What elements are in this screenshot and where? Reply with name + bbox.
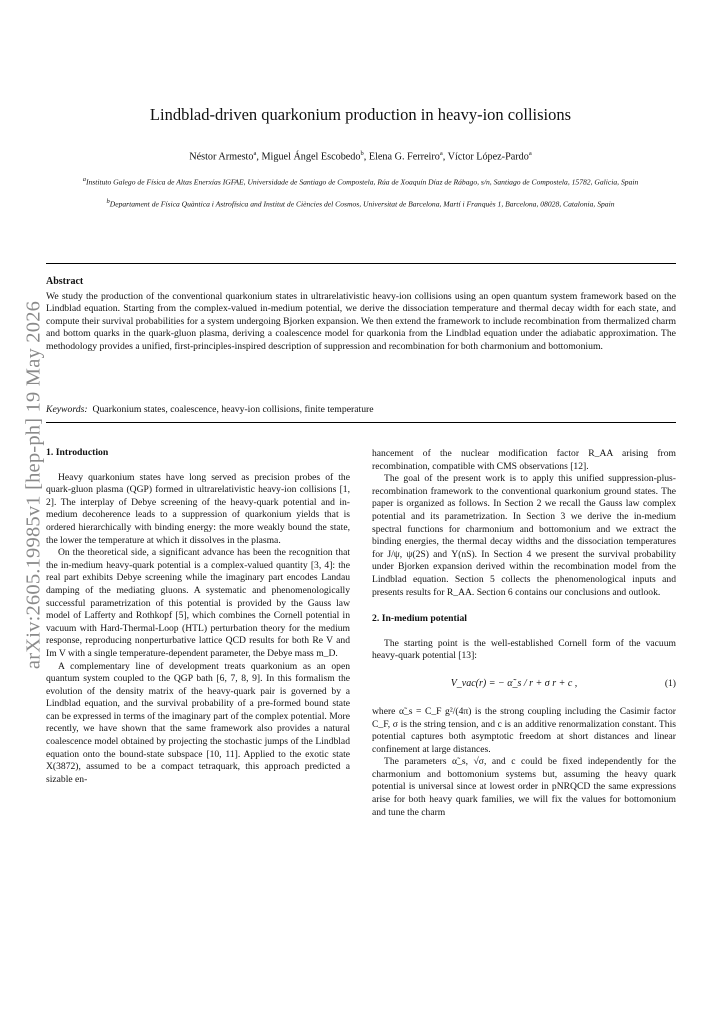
affiliation-a [70,175,651,188]
right-column [372,448,676,819]
author-list: Néstor Armesto$^a$, Miguel Ángel Escobedo$^b$, Elena G. Ferreiro$^a$, Víctor López-Pardo$^a$ [189,150,532,163]
paper-title: Lindblad-driven quarkonium production in heavy-ion collisions [149,105,572,124]
equation-1 [372,673,676,695]
paragraph: hancement of the nuclear modification factor R_AA arising from recombination, compatible with CMS observations [12]. [372,448,676,472]
paragraph: where α̃_s = C_F g²/(4π) is the strong coupling including the Casimir factor C_F, σ is the string tension, and c is an additive renormalization constant. This potential captures both asymptotic freedom at short distances and linear confinement at large distances. [372,705,676,755]
author-name: Miguel Ángel Escobedo [261,151,361,163]
paragraph: The starting point is the well-established Cornell form of the vacuum heavy-quark potential [13]: [372,637,676,662]
arxiv-id: arXiv:2605.19985v1 [hep-ph] 19 May 2026 [22,300,45,670]
paragraph: A complementary line of development treats quarkonium as an open quantum system coupled to the QGP bath [6, 7, 8, 9]. In this formalism the evolution of the density matrix of the heavy-quark pair is governed by a Lindblad equation, and the survival probability of a pre-formed bound state can be expressed in terms of the imaginary part of the complex potential. More recently, we have shown that the same framework also provides a natural coalescence model obtained by projecting the stochastic jumps of the Lindblad equation onto the bound-state subspace [10, 11]. Applied to the exotic state X(3872), assumed to be a compact tetraquark, this approach predicted a sizable en- [46,660,350,785]
paragraph: The parameters α̃_s, √σ, and c could be fixed independently for the charmonium and bottomonium systems but, assuming the heavy quark potential is universal since at lowest order in pNRQCD the same expressions arise for both heavy quark families, we will fix the values for bottomonium and tune the charm [372,756,676,818]
author-affiliation-mark: a [439,150,443,157]
author-name: Néstor Armesto [189,151,254,163]
affiliation-mark: a [82,176,86,183]
author-affiliation-mark: a [528,150,532,157]
author-affiliation-mark: a [253,150,257,157]
author-name: Elena G. Ferreiro [368,151,440,163]
section-heading-potential: 2. In-medium potential [372,613,467,625]
keywords-label: Keywords: [46,404,88,415]
left-column [46,447,350,786]
keywords-text: Quarkonium states, coalescence, heavy-ion collisions, finite temperature [92,404,374,415]
abstract-text: We study the production of the conventional quarkonium states in ultrarelativistic heavy-ion collisions using an open quantum system framework based on the Lindblad equation. Starting from the complex-valued in-medium potential, we derive the dissociation temperature and thermal decay width for each state, and compute their survival probabilities for a system undergoing Bjorken expansion. We then extend the framework to include recombination from thermalized charm and bottom quarks in the quark-gluon plasma, deriving a coalescence model for quarkonia from the Lindblad equation under the adiabatic approximation. The methodology provides a unified, first-principles-inspired description of suppression and recombination for both charmonium and bottomonium. [46,291,676,352]
paragraph: On the theoretical side, a significant advance has been the recognition that the in-medium heavy-quark potential is a complex-valued quantity [3, 4]: the real part exhibits Debye screening while the imaginary part encodes Landau damping of the mediating gluons. A systematic and phenomenologically successful parametrization of this potential is provided by the Gauss law model of Lafferty and Rothkopf [5], which combines the Cornell potential in vacuum with Hard-Thermal-Loop (HTL) perturbation theory for the medium response, reproducing nonperturbative lattice QCD results for both Re V and Im V with a single temperature-dependent parameter, the Debye mass m_D. [46,547,350,659]
affiliation-text: Instituto Galego de Física de Altas Enerxías IGFAE, Universidade de Santiago de Compostela, Rúa de Xoaquín Díaz de Rábago, s/n, Santiago de Compostela, 15782, Galicia, Spain [85,177,639,187]
paragraph: The goal of the present work is to apply this unified suppression-plus-recombination framework to the conventional quarkonium ground states. The paper is organized as follows. In Section 2 we recall the Gauss law complex potential and its parametrization. In Section 3 we derive the in-medium spectral functions for charmonium and bottomonium and we extract the binding energies, the thermal decay widths and the dissociation temperatures for J/ψ, ψ(2S) and Υ(nS). In Section 4 we present the survival probability under Bjorken expansion derived within the recombination model from the Lindblad equation. Section 5 collects the phenomenological inputs and presents results for R_AA. Section 6 contains our conclusions and outlook. [372,473,676,598]
equation: V_vac(r) = − α̃_s / r + σ r + c , [450,677,578,689]
divider-top [46,263,676,264]
affiliation-text: Departament de Física Quàntica i Astrofísica and Institut de Ciències del Cosmos, Universitat de Barcelona, Martí i Franquès 1, Barcelona, 08028, Catalonia, Spain [109,199,615,209]
keywords [46,404,676,415]
equation-number: (1) [664,677,676,689]
abstract-heading: Abstract [46,276,84,287]
author-name: Víctor López-Pardo [447,151,529,163]
affiliation-mark: b [106,198,110,205]
affiliation-b [70,197,651,210]
section-heading-introduction: 1. Introduction [46,447,109,458]
divider-bottom [46,422,676,423]
paragraph: Heavy quarkonium states have long served as precision probes of the quark-gluon plasma (QGP) formed in ultrarelativistic heavy-ion collisions [1, 2]. The interplay of Debye screening of the heavy-quark potential and in-medium decoherence leads to a suppression of quarkonium yields that is ordered hierarchically with binding energy: the more weakly bound the state, the lower the temperature at which it dissolves in the plasma. [46,471,350,546]
author-affiliation-mark: b [360,150,364,157]
